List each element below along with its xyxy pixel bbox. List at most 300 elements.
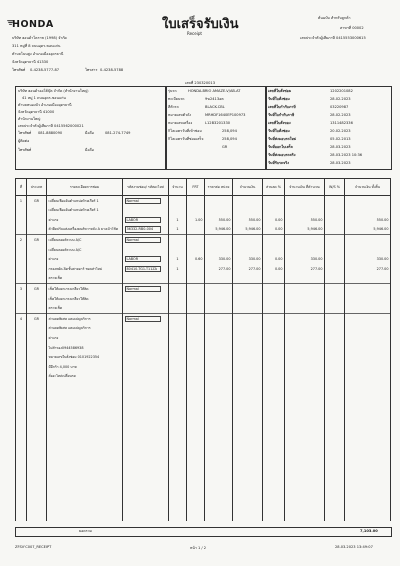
doc-info-label: วันที่รับรถจริง: [268, 161, 289, 165]
doc-info-label: วันที่ใบกำกับภาษี: [268, 113, 295, 117]
cell-no: [16, 294, 27, 304]
cell-disc: [263, 274, 285, 284]
cell-ws: [325, 264, 345, 274]
cell-desc: สั่งอะไหล่เปลี่ยนรด: [47, 372, 123, 382]
cell-unit: 5,946.00: [205, 225, 233, 235]
cell-ws: [325, 284, 345, 294]
cell-no: [16, 245, 27, 255]
doc-info-label: วันที่ส่งมอบรถใหม่: [268, 137, 297, 141]
cell-amount: [233, 353, 263, 363]
cell-ws: [325, 314, 345, 324]
cell-amount: [233, 245, 263, 255]
cell-ws: [325, 245, 345, 255]
cell-type: [27, 343, 47, 353]
cell-total: 5,946.00: [345, 225, 391, 235]
cell-amount: [233, 362, 263, 372]
cell-ws: [325, 235, 345, 245]
cell-disc: [263, 294, 285, 304]
receipt-number: เลขที่ 230320013: [185, 81, 215, 85]
cell-code: [123, 206, 169, 216]
cell-amount: [233, 196, 263, 206]
cell-unit: [205, 333, 233, 343]
doc-info-label: วันที่ใบสั่งซ่อม: [268, 97, 290, 101]
cell-unit: [205, 343, 233, 353]
document-title: ใบเสร็จรับเงิน: [162, 17, 239, 32]
cell-no: [16, 225, 27, 235]
cell-desc: กรองหยัด-ปิดชั้นสายอาร์ ชอบส่าไหม่: [47, 264, 123, 274]
cell-desc: ส่วนลดพิเศษ แคมเปญบริการ: [47, 314, 123, 324]
cell-frt: [187, 353, 205, 363]
cell-code: [123, 235, 169, 245]
cell-type: GR: [27, 314, 47, 324]
table-row: [16, 362, 391, 372]
cell-frt: [187, 284, 205, 294]
company-address-line-3: จังหวัดอุดรธานี 41330: [12, 60, 49, 64]
cell-desc: ตัวยึดปรับแต่งเครื่องยนต์ขวาหลัง A ยางเบ้าโช้ค: [47, 225, 123, 235]
cell-desc: ตรวจเช็ค: [47, 274, 123, 284]
cell-type: [27, 294, 47, 304]
code-box: Normal: [125, 237, 161, 243]
cell-disc: [263, 333, 285, 343]
cell-qty: [169, 206, 187, 216]
cell-code: [123, 362, 169, 372]
cell-calc: [285, 372, 325, 382]
column-header: W/S %: [325, 179, 345, 196]
table-row: [16, 245, 391, 255]
cell-desc: ค่าแรง: [47, 333, 123, 343]
cell-unit: [205, 314, 233, 324]
filler-cell: [187, 381, 205, 521]
cell-total: [345, 304, 391, 314]
cell-disc: [263, 235, 285, 245]
cell-calc: [285, 206, 325, 216]
customer-address-line-4: สำนักงานใหญ่: [18, 117, 41, 121]
code-box: Normal: [125, 316, 161, 322]
cell-calc: [285, 304, 325, 314]
cell-qty: [169, 284, 187, 294]
cell-calc: [285, 362, 325, 372]
cell-total: [345, 372, 391, 382]
cell-frt: [187, 245, 205, 255]
table-row: [16, 304, 391, 314]
table-row: [16, 225, 391, 235]
cell-disc: [263, 314, 285, 324]
cell-desc: เช็คให้แยกเกรงเกลียวให้ติด: [47, 294, 123, 304]
cell-amount: [233, 274, 263, 284]
company-phone-label: โทรศัพท์: [12, 68, 26, 72]
cell-no: [16, 343, 27, 353]
cell-qty: [169, 304, 187, 314]
printed-timestamp: 28.03.2023 13:49:07: [335, 545, 373, 549]
items-table-header: [16, 179, 391, 196]
filler-cell: [169, 381, 187, 521]
cell-frt: 1.00: [187, 215, 205, 225]
cell-calc: [285, 324, 325, 334]
cell-no: [16, 372, 27, 382]
cell-no: [16, 274, 27, 284]
cell-ws: [325, 353, 345, 363]
code-box: 36332-RB0-004: [125, 226, 161, 232]
table-row: [16, 196, 391, 206]
cell-amount: [233, 206, 263, 216]
cell-qty: 1: [169, 255, 187, 265]
cell-disc: [263, 353, 285, 363]
cell-type: [27, 245, 47, 255]
customer-tax-id: เลขประจำตัวผู้เสียภาษี 0415562000021: [18, 124, 84, 128]
doc-info-value: 28.02.2023: [330, 113, 351, 117]
cell-disc: [263, 196, 285, 206]
cell-desc: เปลี่ยนคอยล์ระบบ A/C: [47, 245, 123, 255]
filler-cell: [345, 381, 391, 521]
doc-info-value: 28.03.2023: [330, 145, 351, 149]
cell-unit: [205, 274, 233, 284]
cell-amount: [233, 372, 263, 382]
filler-cell: [285, 381, 325, 521]
cell-total: 330.00: [345, 255, 391, 265]
cell-code: [123, 314, 169, 324]
page-number: หน้า 1 / 2: [190, 546, 207, 550]
cell-desc: ค่าแรง: [47, 215, 123, 225]
cell-frt: [187, 206, 205, 216]
cell-code: [123, 264, 169, 274]
cell-type: [27, 353, 47, 363]
cell-no: [16, 324, 27, 334]
filler-cell: [325, 381, 345, 521]
doc-info-value: 28.03.2023: [330, 161, 351, 165]
cell-total: [345, 245, 391, 255]
column-header: ประเภท: [27, 179, 47, 196]
cell-amount: [233, 294, 263, 304]
cell-ws: [325, 196, 345, 206]
cell-amount: [233, 343, 263, 353]
cell-frt: [187, 274, 205, 284]
cell-code: [123, 343, 169, 353]
cell-unit: [205, 294, 233, 304]
cell-ws: [325, 274, 345, 284]
table-row: [16, 215, 391, 225]
table-row: [16, 343, 391, 353]
cell-code: [123, 255, 169, 265]
cell-unit: [205, 196, 233, 206]
cell-code: [123, 284, 169, 294]
table-row: [16, 206, 391, 216]
cell-ws: [325, 372, 345, 382]
engine-value: L12B3201330: [205, 121, 231, 125]
doc-info-value: 28.02.2023: [330, 97, 351, 101]
cell-unit: [205, 245, 233, 255]
cell-frt: [187, 362, 205, 372]
cell-code: [123, 304, 169, 314]
cell-no: 3: [16, 284, 27, 294]
cell-code: [123, 294, 169, 304]
code-box: LABOR: [125, 256, 161, 262]
brand-logo: HONDA: [12, 19, 54, 30]
cell-qty: [169, 245, 187, 255]
column-header: จำนวนเงิน ทั้งสิ้น: [345, 179, 391, 196]
cell-code: [123, 333, 169, 343]
customer-address-line-3: จังหวัดอุดรธานี 41000: [18, 110, 55, 114]
column-header: รหัสงานซ่อม/ รหัสอะไหล่: [123, 179, 169, 196]
cell-type: GR: [27, 235, 47, 245]
cell-calc: [285, 196, 325, 206]
cell-qty: 1: [169, 225, 187, 235]
contact-mobile-label: มือถือ: [85, 148, 94, 152]
cell-amount: 550.00: [233, 215, 263, 225]
cell-type: GR: [27, 284, 47, 294]
km-in-value: 258,094: [222, 129, 237, 133]
customer-phone: 081-8880090: [38, 131, 63, 135]
cell-amount: [233, 304, 263, 314]
table-row: [16, 255, 391, 265]
cell-ws: [325, 362, 345, 372]
cell-qty: [169, 343, 187, 353]
cell-calc: 277.00: [285, 264, 325, 274]
cell-amount: [233, 284, 263, 294]
cell-type: [27, 324, 47, 334]
company-name: บริษัท ฮอนด้าโคราช (1998) จำกัด: [12, 36, 67, 40]
company-fax: 0-4238-5788: [100, 68, 124, 72]
cell-no: [16, 353, 27, 363]
cell-qty: [169, 314, 187, 324]
cell-no: [16, 362, 27, 372]
model-value: HONDA-BRIO AMAZE-V/AB-AT: [188, 89, 241, 93]
cell-type: [27, 264, 47, 274]
cell-desc: เปลี่ยนเฟืองอ้นตำแหน่งท้ายเกียร์ 1: [47, 206, 123, 216]
cell-frt: 0.60: [187, 255, 205, 265]
cell-total: [345, 235, 391, 245]
cell-amount: 330.00: [233, 255, 263, 265]
cell-code: [123, 225, 169, 235]
cell-no: 2: [16, 235, 27, 245]
doc-info-value: 03220987: [330, 105, 349, 109]
cell-ws: [325, 206, 345, 216]
cell-ws: [325, 333, 345, 343]
company-phone: 0-4238-5777-87: [30, 68, 60, 72]
km-out-value: 258,094: [222, 137, 237, 141]
cell-total: [345, 206, 391, 216]
filler-cell: [263, 381, 285, 521]
cell-type: GR: [27, 196, 47, 206]
cell-qty: [169, 235, 187, 245]
cell-calc: [285, 343, 325, 353]
cell-code: [123, 215, 169, 225]
cell-no: 4: [16, 314, 27, 324]
code-box: LABOR: [125, 217, 161, 223]
customer-address-line-2: ตำบลหนองบัว อำเภอเมืองอุดรธานี: [18, 103, 72, 107]
customer-phone-label: โทรศัพท์: [18, 131, 32, 135]
plate-value: 9ฆ2413อต: [205, 97, 224, 101]
cell-disc: 0.00: [263, 225, 285, 235]
cell-code: [123, 196, 169, 206]
cell-disc: [263, 343, 285, 353]
cell-calc: 330.00: [285, 255, 325, 265]
cell-type: [27, 333, 47, 343]
cell-ws: [325, 343, 345, 353]
copy-label: ต้นฉบับ สำหรับลูกค้า: [318, 16, 351, 20]
column-header: FRT: [187, 179, 205, 196]
cell-ws: [325, 304, 345, 314]
cell-type: [27, 362, 47, 372]
cell-calc: [285, 294, 325, 304]
table-row: [16, 324, 391, 334]
cell-total: [345, 362, 391, 372]
cell-disc: [263, 245, 285, 255]
cell-type: [27, 372, 47, 382]
cell-type: [27, 206, 47, 216]
filler-cell: [27, 381, 47, 521]
doc-info-label: เลขที่ใบสั่งซ่อม: [268, 89, 292, 93]
cell-desc: ตรวจเช็ค: [47, 304, 123, 314]
cell-desc: เช็คให้แยกเกรงเกลียวให้ติด: [47, 284, 123, 294]
plate-label: ทะเบียนรถ: [168, 97, 185, 101]
filler-cell: [16, 381, 27, 521]
cell-qty: [169, 324, 187, 334]
cell-frt: [187, 225, 205, 235]
cell-ws: [325, 255, 345, 265]
cell-calc: [285, 284, 325, 294]
cell-total: [345, 333, 391, 343]
cell-total: [345, 274, 391, 284]
table-row: [16, 235, 391, 245]
cell-qty: [169, 196, 187, 206]
table-row: [16, 333, 391, 343]
cell-amount: [233, 314, 263, 324]
cell-qty: [169, 372, 187, 382]
cell-calc: [285, 353, 325, 363]
cell-unit: [205, 372, 233, 382]
cell-disc: [263, 206, 285, 216]
cell-unit: 330.00: [205, 255, 233, 265]
doc-info-label: วันที่ส่งมอบรถจริง: [268, 153, 296, 157]
customer-mobile: 081-274-7749: [105, 131, 131, 135]
column-header: ส่วนลด %: [263, 179, 285, 196]
customer-mobile-label: มือถือ: [85, 131, 94, 135]
cell-calc: [285, 274, 325, 284]
cell-desc: เปลี่ยนเฟืองอ้นตำแหน่งท้ายเกียร์ 1: [47, 196, 123, 206]
company-address-line-2: ตำบลโนนสูง อำเภอเมืองอุดรธานี: [12, 52, 64, 56]
cell-disc: [263, 362, 285, 372]
cell-type: [27, 274, 47, 284]
company-fax-label: โทรสาร: [85, 68, 98, 72]
customer-address-line-1: 41 หมู่ 1 ถนนอุดร-ขอนแก่น: [22, 96, 66, 100]
cell-desc: ค่าแรง: [47, 255, 123, 265]
cell-no: [16, 255, 27, 265]
table-row: [16, 264, 391, 274]
cell-no: [16, 264, 27, 274]
cell-ws: [325, 294, 345, 304]
column-header: รายละเอียดการซ่อม: [47, 179, 123, 196]
column-header: จำนวน: [169, 179, 187, 196]
doc-info-value: 1202201082: [330, 89, 353, 93]
cell-qty: 1: [169, 264, 187, 274]
cell-type: [27, 255, 47, 265]
table-row: [16, 353, 391, 363]
cell-amount: [233, 235, 263, 245]
table-row: [16, 294, 391, 304]
cell-desc: หมายเลขใบสั่งซ่อม 0101922354: [47, 353, 123, 363]
cell-qty: 1: [169, 215, 187, 225]
cell-qty: [169, 274, 187, 284]
cell-qty: [169, 294, 187, 304]
cell-no: [16, 215, 27, 225]
customer-name: บริษัท ฮอนด้าออโต้บุ๊ค จำกัด (สำนักงานใหญ่): [18, 89, 89, 93]
km-out-label: กิโลเมตรวันที่ซ่อมเสร็จ: [168, 137, 204, 141]
cell-unit: [205, 324, 233, 334]
doc-info-label: วันที่ใบสั่งซ่อม: [268, 129, 290, 133]
cell-type: [27, 304, 47, 314]
cell-total: 550.00: [345, 215, 391, 225]
cell-no: 1: [16, 196, 27, 206]
table-row: [16, 274, 391, 284]
cell-code: [123, 274, 169, 284]
doc-info-label: เลขที่ใบกำกับภาษี: [268, 105, 296, 109]
cell-frt: [187, 294, 205, 304]
cell-unit: 550.00: [205, 215, 233, 225]
company-address-line-1: 311 หมู่ที่ 8 ถนนอุดร-ขอนแก่น: [12, 44, 61, 48]
cell-ws: [325, 225, 345, 235]
cell-amount: [233, 324, 263, 334]
doc-info-value: 05.02.2013: [330, 137, 351, 141]
document-subtitle: Receipt: [187, 31, 202, 36]
doc-info-value: 1311482336: [330, 121, 353, 125]
cell-unit: [205, 284, 233, 294]
chassis-label: หมายเลขตัวถัง: [168, 113, 192, 117]
cell-calc: 550.00: [285, 215, 325, 225]
cell-frt: [187, 333, 205, 343]
cell-qty: [169, 333, 187, 343]
engine-label: หมายเลขเครื่อง: [168, 121, 193, 125]
cell-total: [345, 353, 391, 363]
color-label: สีตัวรถ: [168, 105, 179, 109]
table-row: [16, 284, 391, 294]
contact-label: ผู้ติดต่อ: [18, 139, 30, 143]
cell-desc: เปลี่ยนคอยล์ระบบ A/C: [47, 235, 123, 245]
column-header: ราคาต่อ หน่วย: [205, 179, 233, 196]
doc-info-label: วันที่ออกใบเสร็จ: [268, 145, 293, 149]
cell-frt: [187, 264, 205, 274]
cell-amount: 277.00: [233, 264, 263, 274]
cell-frt: [187, 343, 205, 353]
column-header: ที่: [16, 179, 27, 196]
cell-frt: [187, 235, 205, 245]
cell-type: [27, 225, 47, 235]
chassis-value: MRHDF1640EP100973: [205, 113, 246, 117]
filler-cell: [205, 381, 233, 521]
total-value: 7,103.00: [360, 529, 378, 533]
total-row: [15, 527, 392, 537]
cell-total: [345, 196, 391, 206]
cell-total: [345, 343, 391, 353]
doc-info-value: 28.03.2023 10:36: [330, 153, 363, 157]
doc-info-value: 20.02.2023: [330, 129, 351, 133]
cell-ws: [325, 215, 345, 225]
cell-type: [27, 215, 47, 225]
cell-total: 277.00: [345, 264, 391, 274]
filler-cell: [47, 381, 123, 521]
cell-frt: [187, 324, 205, 334]
table-filler-row: [16, 381, 391, 521]
contact-phone-label: โทรศัพท์: [18, 148, 32, 152]
cell-unit: 277.00: [205, 264, 233, 274]
cell-code: [123, 245, 169, 255]
doc-info-label: เลขที่ใบสั่งของ: [268, 121, 291, 125]
code-box: Normal: [125, 198, 161, 204]
cell-unit: [205, 206, 233, 216]
cell-frt: [187, 314, 205, 324]
cell-qty: [169, 362, 187, 372]
code-box: Normal: [125, 286, 161, 292]
cell-code: [123, 353, 169, 363]
